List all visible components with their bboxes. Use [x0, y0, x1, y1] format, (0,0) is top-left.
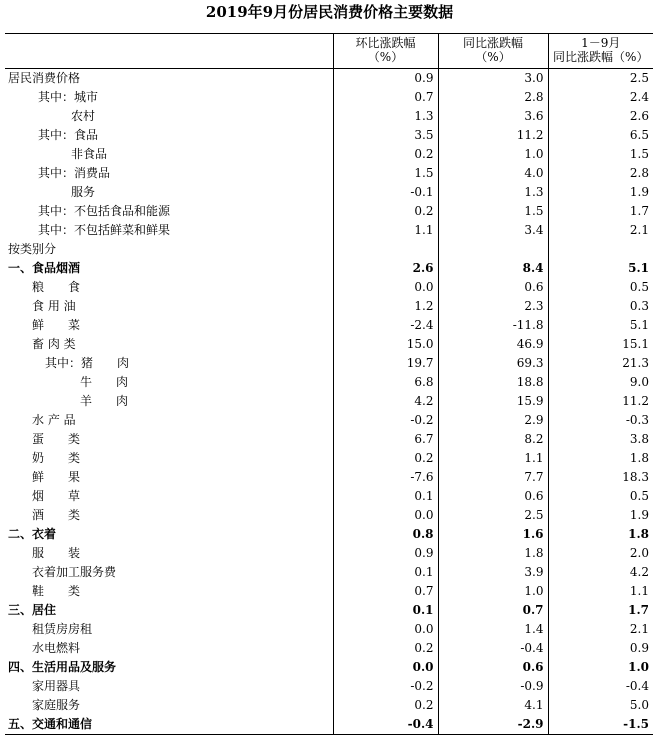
row-yoy-value: 0.6	[438, 487, 548, 506]
row-ytd-value: 6.5	[548, 126, 653, 145]
row-ytd-value: 2.0	[548, 544, 653, 563]
row-yoy-value: -2.9	[438, 715, 548, 735]
row-label: 五、交通和通信	[5, 715, 333, 735]
row-label: 四、生活用品及服务	[8, 660, 117, 674]
header-mom-line2: （%）	[367, 50, 404, 64]
row-yoy-value: 1.3	[438, 183, 548, 202]
row-mom-value: 0.7	[333, 88, 438, 107]
row-mom-value: -0.4	[333, 715, 438, 735]
table-row	[5, 620, 653, 639]
row-ytd-value: 2.6	[548, 107, 653, 126]
row-mom-value: 19.7	[333, 354, 438, 373]
row-ytd-value: 1.8	[548, 525, 653, 544]
row-yoy-value: 3.4	[438, 221, 548, 240]
row-yoy-value	[438, 240, 548, 259]
table-row	[5, 69, 653, 89]
row-yoy-value: 1.8	[438, 544, 548, 563]
row-yoy-value: 8.4	[438, 259, 548, 278]
row-label: 其中：城市	[38, 90, 99, 104]
row-ytd-value: 1.5	[548, 145, 653, 164]
row-mom-value: 3.5	[333, 126, 438, 145]
table-row	[5, 677, 653, 696]
row-mom-value: -0.2	[333, 677, 438, 696]
row-mom-value: 0.2	[333, 202, 438, 221]
table-row	[5, 373, 653, 392]
row-label: 其中：不包括鲜菜和鲜果	[38, 223, 171, 237]
row-yoy-value: -0.4	[438, 639, 548, 658]
row-label: 一、食品烟酒	[8, 261, 81, 275]
row-label: 畜 肉 类	[32, 337, 76, 351]
row-label: 服 装	[32, 546, 81, 560]
row-label: 服务	[71, 185, 96, 199]
row-yoy-value: 69.3	[438, 354, 548, 373]
row-yoy-value: 1.6	[438, 525, 548, 544]
row-yoy-value: 18.8	[438, 373, 548, 392]
row-label: 其中：猪 肉	[45, 356, 130, 370]
row-mom-value	[333, 240, 438, 259]
row-yoy-value: 1.1	[438, 449, 548, 468]
row-mom-value: 1.1	[333, 221, 438, 240]
table-row	[5, 88, 653, 107]
row-label: 食 用 油	[32, 299, 76, 313]
row-mom-value: -0.2	[333, 411, 438, 430]
row-ytd-value: 1.7	[548, 601, 653, 620]
row-label: 酒 类	[32, 508, 81, 522]
row-ytd-value: 2.8	[548, 164, 653, 183]
table-row	[5, 316, 653, 335]
table-row	[5, 582, 653, 601]
table-body	[5, 69, 653, 735]
row-ytd-value: 15.1	[548, 335, 653, 354]
header-mom-line1: 环比涨跌幅	[355, 36, 416, 50]
table-row	[5, 278, 653, 297]
row-label: 烟 草	[32, 489, 81, 503]
row-mom-value: 0.2	[333, 449, 438, 468]
row-ytd-value: 1.8	[548, 449, 653, 468]
row-label: 按类别分	[8, 242, 57, 256]
row-ytd-value: 2.1	[548, 620, 653, 639]
header-item	[5, 34, 333, 69]
row-yoy-value: 2.5	[438, 506, 548, 525]
table-row	[5, 221, 653, 240]
row-label: 其中：不包括食品和能源	[38, 204, 171, 218]
row-mom-value: -7.6	[333, 468, 438, 487]
table-row	[5, 183, 653, 202]
row-yoy-value: 11.2	[438, 126, 548, 145]
row-ytd-value: 0.5	[548, 487, 653, 506]
row-mom-value: 1.5	[333, 164, 438, 183]
table-row	[5, 240, 653, 259]
row-yoy-value: 1.4	[438, 620, 548, 639]
row-label: 蛋 类	[32, 432, 81, 446]
row-mom-value: 6.8	[333, 373, 438, 392]
header-yoy-line1: 同比涨跌幅	[462, 36, 523, 50]
row-yoy-value: 4.1	[438, 696, 548, 715]
table-row	[5, 563, 653, 582]
row-mom-value: 0.9	[333, 69, 438, 89]
table-row	[5, 658, 653, 677]
row-ytd-value: 1.9	[548, 506, 653, 525]
table-row	[5, 544, 653, 563]
table-row	[5, 259, 653, 278]
row-ytd-value: 4.2	[548, 563, 653, 582]
row-label: 家用器具	[32, 679, 81, 693]
row-mom-value: 0.2	[333, 145, 438, 164]
header-ytd	[548, 34, 653, 69]
table-row	[5, 107, 653, 126]
row-yoy-value: 8.2	[438, 430, 548, 449]
row-ytd-value: 2.4	[548, 88, 653, 107]
row-mom-value: 1.3	[333, 107, 438, 126]
row-mom-value: 0.0	[333, 620, 438, 639]
header-yoy	[438, 34, 548, 69]
table-row	[5, 354, 653, 373]
table-row	[5, 449, 653, 468]
row-yoy-value: 46.9	[438, 335, 548, 354]
row-ytd-value: 18.3	[548, 468, 653, 487]
row-ytd-value: 5.1	[548, 259, 653, 278]
row-ytd-value: 2.1	[548, 221, 653, 240]
row-label: 奶 类	[32, 451, 81, 465]
row-yoy-value: 2.8	[438, 88, 548, 107]
row-label: 衣着加工服务费	[32, 565, 117, 579]
row-yoy-value: -0.9	[438, 677, 548, 696]
row-yoy-value: -11.8	[438, 316, 548, 335]
row-yoy-value: 0.6	[438, 278, 548, 297]
row-mom-value: 0.0	[333, 506, 438, 525]
row-mom-value: 4.2	[333, 392, 438, 411]
row-mom-value: 0.1	[333, 563, 438, 582]
row-yoy-value: 7.7	[438, 468, 548, 487]
row-yoy-value: 0.7	[438, 601, 548, 620]
row-label: 其中：消费品	[38, 166, 111, 180]
row-yoy-value: 0.6	[438, 658, 548, 677]
row-label: 三、居住	[8, 603, 57, 617]
row-mom-value: 15.0	[333, 335, 438, 354]
row-mom-value: 0.2	[333, 639, 438, 658]
row-mom-value: 0.2	[333, 696, 438, 715]
row-ytd-value: 0.9	[548, 639, 653, 658]
table-row	[5, 335, 653, 354]
table-row	[5, 639, 653, 658]
row-yoy-value: 1.5	[438, 202, 548, 221]
header-mom	[333, 34, 438, 69]
row-yoy-value: 3.0	[438, 69, 548, 89]
row-label: 非食品	[71, 147, 108, 161]
row-mom-value: 6.7	[333, 430, 438, 449]
row-mom-value: -0.1	[333, 183, 438, 202]
table-row	[5, 430, 653, 449]
row-ytd-value: 1.0	[548, 658, 653, 677]
row-label: 农村	[71, 109, 96, 123]
table-row	[5, 297, 653, 316]
row-label: 牛 肉	[80, 375, 129, 389]
row-ytd-value: 0.5	[548, 278, 653, 297]
row-yoy-value: 3.9	[438, 563, 548, 582]
row-ytd-value: 2.5	[548, 69, 653, 89]
table-row	[5, 506, 653, 525]
row-ytd-value: 1.7	[548, 202, 653, 221]
row-ytd-value: -1.5	[548, 715, 653, 735]
row-ytd-value: 11.2	[548, 392, 653, 411]
row-mom-value: 0.1	[333, 601, 438, 620]
row-yoy-value: 1.0	[438, 145, 548, 164]
table-row	[5, 392, 653, 411]
row-ytd-value: 1.9	[548, 183, 653, 202]
table-row	[5, 696, 653, 715]
row-yoy-value: 4.0	[438, 164, 548, 183]
table-row	[5, 468, 653, 487]
row-yoy-value: 2.3	[438, 297, 548, 316]
row-label: 租赁房房租	[32, 622, 93, 636]
row-ytd-value: 9.0	[548, 373, 653, 392]
row-yoy-value: 3.6	[438, 107, 548, 126]
cpi-table	[5, 33, 653, 735]
row-mom-value: 0.1	[333, 487, 438, 506]
table-row	[5, 126, 653, 145]
header-ytd-line1: 1－9月	[581, 36, 621, 50]
row-ytd-value: 3.8	[548, 430, 653, 449]
row-mom-value: 0.0	[333, 278, 438, 297]
header-ytd-line2: 同比涨跌幅（%）	[553, 50, 649, 64]
table-row	[5, 164, 653, 183]
table-row	[5, 202, 653, 221]
table-header-row	[5, 34, 653, 69]
row-ytd-value: 0.3	[548, 297, 653, 316]
row-mom-value: 0.9	[333, 544, 438, 563]
row-label: 居民消费价格	[8, 71, 81, 85]
header-yoy-line2: （%）	[475, 50, 511, 64]
row-mom-value: 2.6	[333, 259, 438, 278]
row-mom-value: 0.8	[333, 525, 438, 544]
table-row	[5, 525, 653, 544]
row-label: 其中：食品	[38, 128, 99, 142]
row-label: 羊 肉	[80, 394, 129, 408]
row-label: 二、衣着	[8, 527, 57, 541]
row-label: 粮 食	[32, 280, 81, 294]
row-label: 鞋 类	[32, 584, 81, 598]
row-ytd-value: 21.3	[548, 354, 653, 373]
row-yoy-value: 2.9	[438, 411, 548, 430]
row-yoy-value: 1.0	[438, 582, 548, 601]
row-mom-value: 0.7	[333, 582, 438, 601]
row-mom-value: 0.0	[333, 658, 438, 677]
table-row	[5, 715, 653, 735]
table-row	[5, 145, 653, 164]
row-mom-value: -2.4	[333, 316, 438, 335]
row-yoy-value: 15.9	[438, 392, 548, 411]
row-mom-value: 1.2	[333, 297, 438, 316]
row-label: 水 产 品	[32, 413, 76, 427]
row-ytd-value: 1.1	[548, 582, 653, 601]
row-label: 家庭服务	[32, 698, 81, 712]
row-ytd-value: -0.3	[548, 411, 653, 430]
row-ytd-value: 5.1	[548, 316, 653, 335]
row-ytd-value: -0.4	[548, 677, 653, 696]
row-label: 鲜 果	[32, 470, 81, 484]
table-row	[5, 487, 653, 506]
row-label: 鲜 菜	[32, 318, 81, 332]
table-row	[5, 601, 653, 620]
row-label: 水电燃料	[32, 641, 81, 655]
page-title: 2019年9月份居民消费价格主要数据	[205, 3, 454, 21]
row-ytd-value	[548, 240, 653, 259]
table-row	[5, 411, 653, 430]
row-ytd-value: 5.0	[548, 696, 653, 715]
